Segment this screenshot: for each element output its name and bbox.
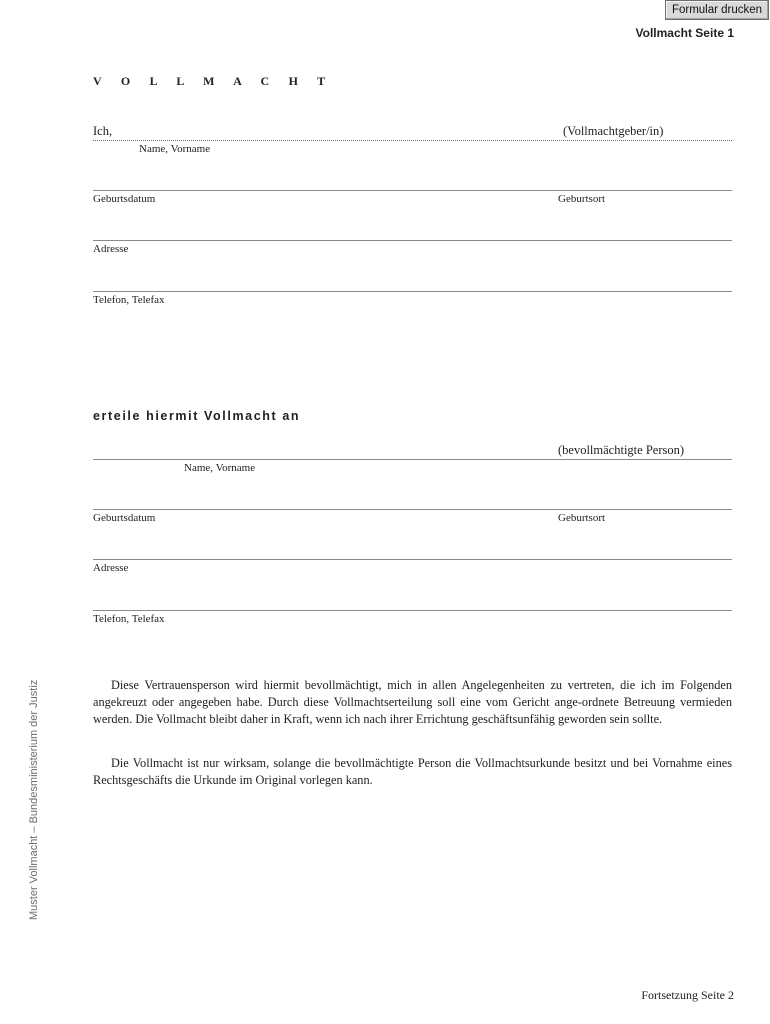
agent-role-label: (bevollmächtigte Person): [558, 443, 685, 457]
agent-name-input[interactable]: [93, 442, 553, 458]
grantor-birthdate-input[interactable]: [93, 172, 553, 188]
validity-paragraph: Die Vollmacht ist nur wirksam, solange die bevollmächtigte Person die Vollmachtsurkunde besitzt und bei Vornahme eines Rechtsgeschäfts die Urkunde im Original vorlegen kann.: [93, 756, 732, 787]
authorization-paragraph: Diese Vertrauensperson wird hiermit bevollmächtigt, mich in allen Angelegenheiten zu vertreten, die ich im Folgenden angekreuzt oder angegeben habe. Durch diese Vollmachtserteilung soll eine vom Gericht ange-ordnete Betreuung vermieden werden. Die Vollmacht bleibt daher in Kraft, wenn ich nach ihrer Errichtung geschäftsunfähig geworden sein sollte.: [93, 678, 732, 726]
grantor-name-line: [93, 140, 732, 141]
page-indicator: Vollmacht Seite 1: [635, 26, 734, 40]
agent-birth-line: [93, 509, 732, 510]
grantor-name-label: Name, Vorname: [139, 143, 211, 155]
agent-phone-input[interactable]: [93, 592, 732, 608]
grantor-intro: Ich,: [93, 124, 113, 138]
agent-birthplace-label: Geburtsort: [558, 512, 606, 524]
grantor-name-input[interactable]: [118, 124, 558, 140]
print-form-button[interactable]: Formular drucken: [665, 0, 769, 20]
grantor-address-line: [93, 240, 732, 241]
grantor-birthdate-label: Geburtsdatum: [93, 193, 156, 205]
grantor-birth-line: [93, 190, 732, 191]
agent-birthdate-input[interactable]: [93, 491, 553, 507]
agent-address-input[interactable]: [93, 541, 732, 557]
agent-address-label: Adresse: [93, 562, 129, 574]
agent-name-line: [93, 459, 732, 460]
agent-name-label: Name, Vorname: [184, 462, 256, 474]
grantor-address-input[interactable]: [93, 222, 732, 238]
grantor-phone-input[interactable]: [93, 273, 732, 289]
grantor-phone-label: Telefon, Telefax: [93, 294, 165, 306]
continuation-footer: Fortsetzung Seite 2: [641, 988, 734, 1002]
grantor-birthplace-label: Geburtsort: [558, 193, 606, 205]
grantor-birthplace-input[interactable]: [558, 172, 732, 188]
agent-birthdate-label: Geburtsdatum: [93, 512, 156, 524]
document-title: V O L L M A C H T: [93, 74, 334, 88]
agent-birthplace-input[interactable]: [558, 491, 732, 507]
grantor-address-label: Adresse: [93, 243, 129, 255]
agent-phone-line: [93, 610, 732, 611]
grantor-phone-line: [93, 291, 732, 292]
grant-section-title: erteile hiermit Vollmacht an: [93, 409, 301, 423]
grantor-role-label: (Vollmachtgeber/in): [563, 124, 664, 138]
agent-address-line: [93, 559, 732, 560]
agent-phone-label: Telefon, Telefax: [93, 613, 165, 625]
side-note: Muster Vollmacht – Bundesministerium der Justiz: [28, 679, 40, 920]
